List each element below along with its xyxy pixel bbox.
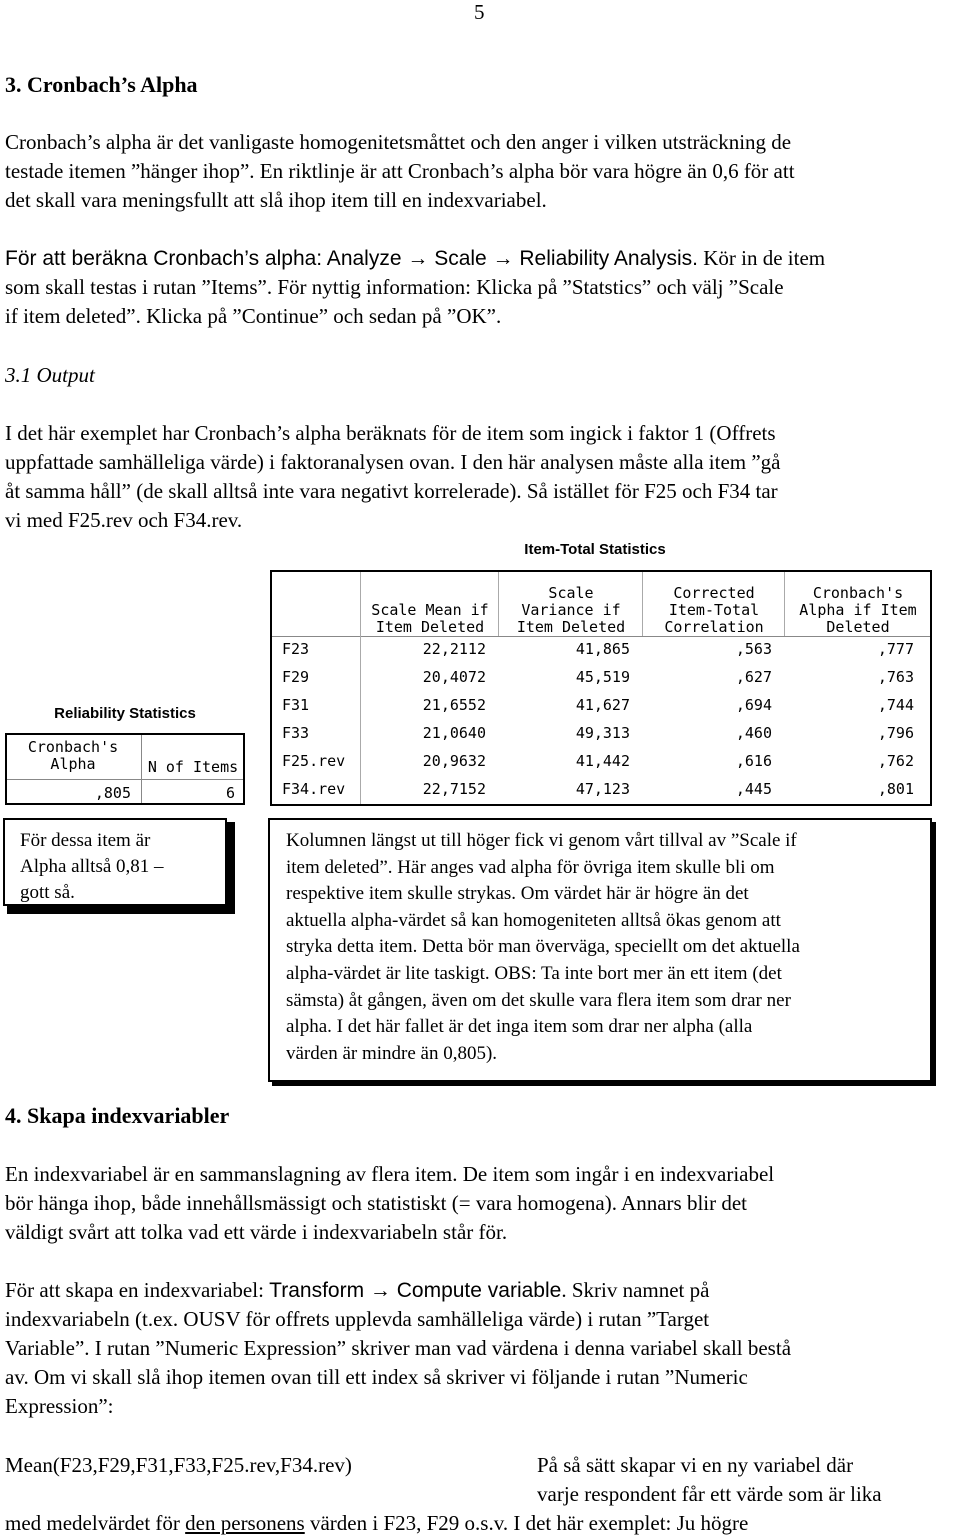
note-line: alpha. I det här fallet är det inga item som drar ner alpha (alla (286, 1016, 753, 1038)
note-box-right (268, 818, 932, 1082)
formula: Mean(F23,F29,F31,F33,F25.rev,F34.rev) (5, 1453, 352, 1477)
paragraph-line (5, 244, 825, 273)
paragraph-line: väldigt svårt att tolka vad ett värde i indexvariabeln står för. (5, 1220, 508, 1244)
col-header-cronbach-alpha: Cronbach's Alpha (27, 738, 119, 773)
sub-heading: 3.1 Output (5, 363, 95, 387)
table-row: F31 21,6552 41,627 ,694 ,744 (282, 696, 914, 714)
table-row: F25.rev 20,9632 41,442 ,616 ,762 (282, 752, 914, 770)
note-line: sämsta) åt gången, även om det skulle vara flera item som drar ner (286, 989, 791, 1011)
paragraph-text: Kör in de item (697, 246, 826, 270)
paragraph-line: Cronbach’s alpha är det vanligaste homogenitetsmåttet och den anger i vilken utsträckning de (5, 130, 792, 154)
menu-path-text: För att beräkna Cronbach’s alpha: Analyze → Scale → Reliability Analysis. (5, 247, 698, 270)
col-header-scale-variance: Scale Variance if Item Deleted (498, 572, 643, 636)
n-items-value: 6 (225, 784, 235, 802)
section-heading: 4. Skapa indexvariabler (5, 1103, 230, 1128)
col-header-corrected: Corrected Item-Total Correlation (642, 572, 785, 636)
col-header-alpha-if-deleted: Cronbach's Alpha if Item Deleted (784, 572, 931, 636)
note-box-left (3, 818, 227, 906)
paragraph-line: med medelvärdet för den personens värden i F23, F29 o.s.v. I det här exemplet: Ju högre (5, 1511, 749, 1535)
paragraph-line: Variable”. I rutan ”Numeric Expression” skriver man vad värdena i denna variabel skall bestå (5, 1336, 792, 1360)
note-line: gott så. (20, 882, 75, 903)
page-number: 5 (474, 0, 485, 24)
item-total-title: Item-Total Statistics (524, 541, 666, 558)
section-heading: 3. Cronbach’s Alpha (5, 72, 198, 97)
paragraph-line: uppfattade samhälleliga värde) i faktoranalysen ovan. I den här analysen måste alla item ”gå (5, 450, 781, 474)
note-line: För dessa item är (20, 830, 151, 851)
paragraph-line: bör hänga ihop, både innehållsmässigt och statistiskt (= vara homogena). Annars blir det (5, 1191, 748, 1215)
table-row: F29 20,4072 45,519 ,627 ,763 (282, 668, 914, 686)
note-line: respektive item skulle strykas. Om värdet här är högre än det (286, 883, 749, 905)
table-row: F23 22,2112 41,865 ,563 ,777 (282, 640, 914, 658)
paragraph-line: testade itemen ”hänger ihop”. En riktlinje är att Cronbach’s alpha bör vara högre än 0,6 för att (5, 159, 795, 183)
paragraph-line: av. Om vi skall slå ihop itemen ovan till ett index så skriver vi följande i rutan ”Numeric (5, 1365, 748, 1389)
col-header-scale-mean: Scale Mean if Item Deleted (360, 572, 499, 636)
col-header-n-items: N of Items (147, 758, 239, 776)
note-line: stryka detta item. Detta bör man överväga, speciellt om det aktuella (286, 936, 800, 958)
reliability-table (5, 733, 245, 805)
paragraph-line: det skall vara meningsfullt att slå ihop item till en indexvariabel. (5, 188, 547, 212)
note-line: värden är mindre än 0,805). (286, 1042, 498, 1064)
side-note: På så sätt skapar vi en ny variabel där varje respondent får ett värde som är lika (537, 1453, 882, 1506)
underlined-text: den personens (185, 1511, 305, 1535)
table-row: F33 21,0640 49,313 ,460 ,796 (282, 724, 914, 742)
paragraph-line: För att skapa en indexvariabel: Transform → Compute variable. Skriv namnet på (5, 1278, 710, 1302)
paragraph-line: I det här exemplet har Cronbach’s alpha beräknats för de item som ingick i faktor 1 (Offrets (5, 421, 776, 445)
paragraph-line: En indexvariabel är en sammanslagning av flera item. De item som ingår i en indexvariabel (5, 1162, 775, 1186)
paragraph-line: vi med F25.rev och F34.rev. (5, 508, 243, 532)
reliability-title: Reliability Statistics (54, 705, 196, 722)
note-line: aktuella alpha-värdet så kan homogeniteten alltså ökas genom att (286, 909, 781, 931)
note-line: item deleted”. Här anges vad alpha för övriga item skulle bli om (286, 856, 775, 878)
table-row: F34.rev 22,7152 47,123 ,445 ,801 (282, 780, 914, 798)
note-line: Alpha alltså 0,81 – (20, 856, 164, 877)
menu-path-text: Transform → Compute variable (269, 1279, 562, 1302)
note-line: Kolumnen längst ut till höger fick vi genom vårt tillval av ”Scale if (286, 830, 797, 851)
item-total-table (270, 570, 932, 806)
paragraph-line: Expression”: (5, 1394, 114, 1418)
paragraph-line: indexvariabeln (t.ex. OUSV för offrets upplevda samhälleliga värde) i rutan ”Target (5, 1307, 710, 1331)
alpha-value: ,805 (94, 784, 131, 802)
note-line: alpha-värdet är lite taskigt. OBS: Ta inte bort mer än ett item (det (286, 962, 782, 984)
paragraph-line: åt samma håll” (de skall alltså inte vara negativt korrelerade). Så istället för F25 och F34 tar (5, 479, 778, 503)
paragraph-line: if item deleted”. Klicka på ”Continue” och sedan på ”OK”. (5, 304, 502, 328)
paragraph-line: som skall testas i rutan ”Items”. För nyttig information: Klicka på ”Statstics” och välj ”Scale (5, 275, 784, 299)
